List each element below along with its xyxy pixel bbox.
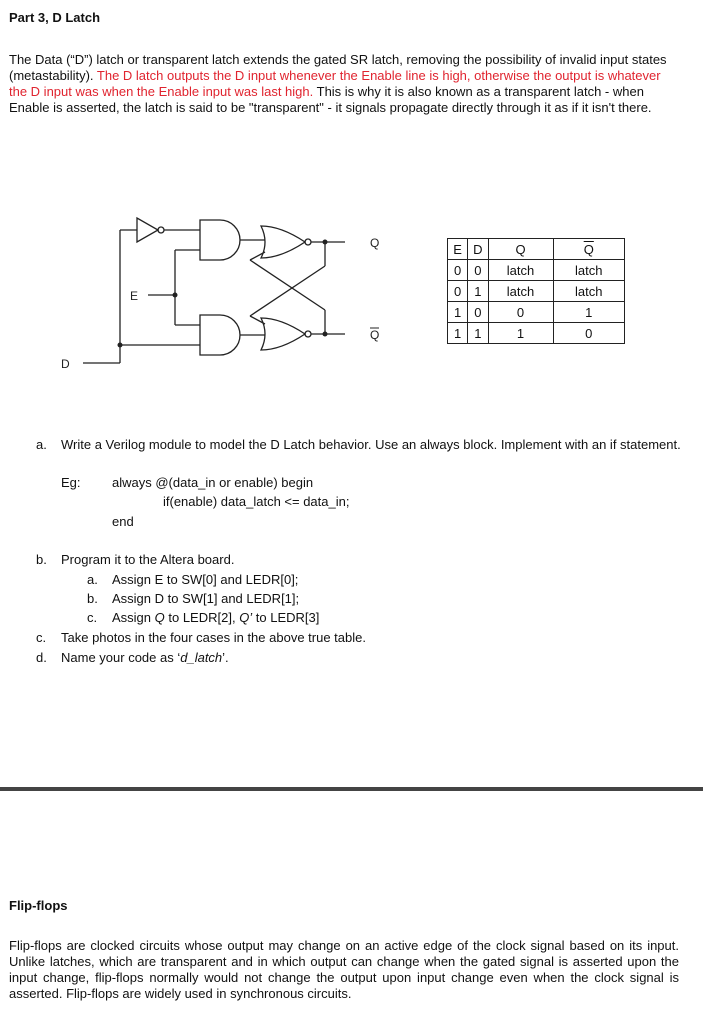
task-d-code: d_latch — [180, 650, 223, 665]
task-a-marker: a. — [36, 437, 47, 452]
cell: 0 — [468, 260, 488, 281]
cell: latch — [488, 281, 553, 302]
task-d-pre: Name your code as ‘ — [61, 650, 181, 665]
q-junction-dot — [323, 240, 328, 245]
cell: 1 — [553, 302, 624, 323]
cell: 1 — [488, 323, 553, 344]
table-row — [448, 281, 625, 302]
cell: 0 — [553, 323, 624, 344]
intro-text-2: This is why it is also known as a transparent latch - when Enable is asserted, the latch is said to be "transparent" - it signals propagate directly through it as if it isn't there. — [9, 84, 652, 115]
task-c-marker: c. — [36, 630, 47, 645]
task-d-text — [61, 650, 229, 666]
page-divider — [0, 787, 703, 791]
sub-c-q: Q — [154, 610, 165, 625]
section-title-part3: Part 3, D Latch — [9, 10, 101, 25]
cell: 1 — [468, 281, 488, 302]
code-line-2: if(enable) data_latch <= data_in; — [163, 494, 350, 509]
task-c-text: Take photos in the four cases in the above true table. — [61, 630, 366, 645]
label-qbar: Q — [370, 328, 380, 342]
task-b-sub-b-text: Assign D to SW[1] and LEDR[1]; — [112, 591, 300, 606]
task-d-marker: d. — [36, 650, 47, 665]
intro-text-highlight: The D latch outputs the D input whenever the Enable line is high, otherwise the output is whatever the D input was when the Enable input was last high. — [9, 68, 661, 99]
eg-label: Eg: — [61, 475, 81, 490]
d-junction-dot — [118, 343, 123, 348]
cell: 0 — [468, 302, 488, 323]
cell: 0 — [448, 281, 468, 302]
e-junction-dot — [173, 293, 178, 298]
header-d: D — [468, 239, 488, 260]
cell: latch — [553, 281, 624, 302]
inverter-gate — [137, 218, 158, 242]
cell: 0 — [488, 302, 553, 323]
task-a-text: Write a Verilog module to model the D Latch behavior. Use an always block. Implement with an if statement. — [61, 437, 681, 452]
table-row — [448, 323, 625, 344]
cell: 1 — [448, 323, 468, 344]
task-b-sub-b-marker: b. — [87, 591, 98, 606]
lower-nor-gate — [261, 318, 305, 350]
header-q: Q — [488, 239, 553, 260]
table-row — [448, 302, 625, 323]
qbar-junction-dot — [323, 332, 328, 337]
code-line-3: end — [112, 514, 134, 529]
sub-c-mid: to LEDR[2], — [164, 610, 240, 625]
header-qbar-text: $\overline{Q}$ — [583, 241, 594, 257]
sub-c-post: to LEDR[3] — [252, 610, 320, 625]
upper-nor-gate — [261, 226, 305, 258]
cross-wire-b1 — [250, 316, 265, 324]
task-b-sub-c-marker: c. — [87, 610, 98, 625]
task-b-sub-c-text — [112, 610, 319, 626]
code-line-1: always @(data_in or enable) begin — [112, 475, 314, 490]
d-latch-circuit-diagram — [55, 200, 395, 380]
task-b-sub-a-marker: a. — [87, 572, 98, 587]
label-q: Q — [370, 236, 380, 250]
cross-wire-a2 — [250, 260, 325, 310]
flipflops-paragraph: Flip-flops are clocked circuits whose output may change on an active edge of the clock signal based on its input. Unlike latches, which are transparent and in which output can change when the gated signal is asserted upon the input change, flip-flops normally would not change the output upon input change even when the clock signal is asserted. Flip-flops are widely used in synchronous circuits. — [9, 938, 679, 1001]
table-row — [448, 260, 625, 281]
cell: latch — [553, 260, 624, 281]
cell: latch — [488, 260, 553, 281]
header-e: E — [448, 239, 468, 260]
intro-text-1: The Data (“D”) latch or transparent latch extends the gated SR latch, removing the possibility of invalid input states (metastability). — [9, 52, 667, 83]
truth-table — [447, 238, 625, 344]
label-e: E — [130, 289, 139, 303]
intro-paragraph — [9, 52, 679, 116]
sub-c-pre: Assign — [112, 610, 155, 625]
task-b-sub-a-text: Assign E to SW[0] and LEDR[0]; — [112, 572, 299, 587]
cell: 0 — [448, 260, 468, 281]
sub-c-qprime: Q’ — [239, 610, 253, 625]
label-d: D — [61, 357, 70, 371]
lower-and-gate — [200, 315, 240, 355]
upper-and-gate — [200, 220, 240, 260]
section-title-flipflops: Flip-flops — [9, 898, 68, 913]
truth-table-header — [448, 239, 625, 260]
header-qbar — [553, 239, 624, 260]
task-b-marker: b. — [36, 552, 47, 567]
task-d-post: ’. — [222, 650, 229, 665]
cell: 1 — [448, 302, 468, 323]
cross-wire-b2 — [250, 266, 325, 316]
cross-wire-a1 — [250, 252, 265, 260]
cell: 1 — [468, 323, 488, 344]
task-b-text: Program it to the Altera board. — [61, 552, 235, 567]
